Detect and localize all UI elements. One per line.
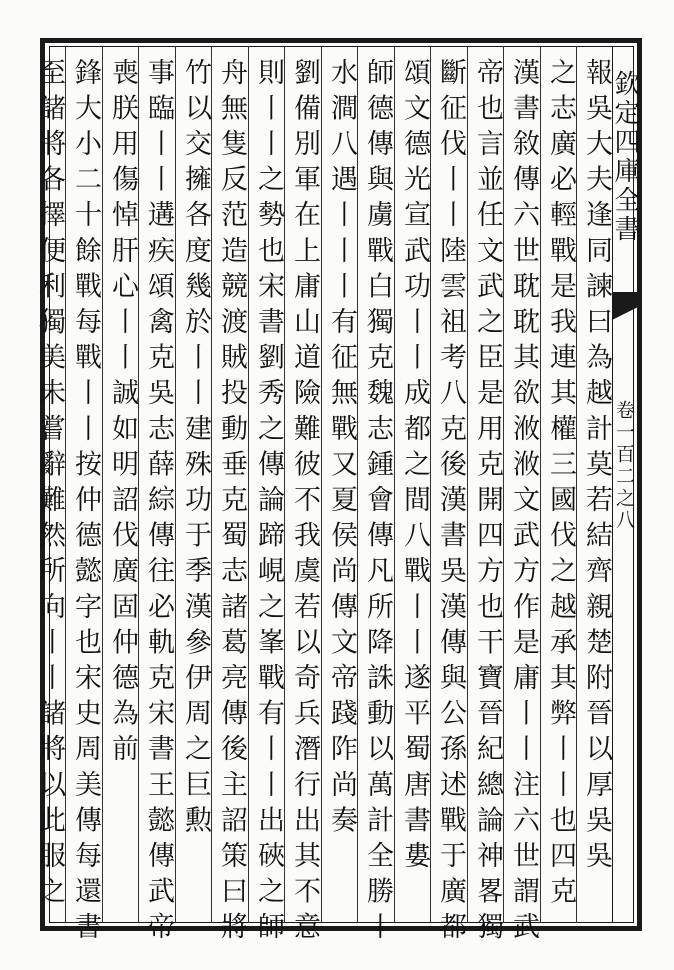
text-column: 劉備別軍在上庸山道險難彼不我虞若以奇兵潛行出其不意	[289, 58, 320, 948]
text-column: 喪朕用傷悼肝心丨丨誠如明詔伐廣固仲德為前	[107, 58, 138, 770]
text-column: 舟無隻反范造競渡賊投動垂克蜀志諸葛亮傳後主詔策曰將	[216, 58, 247, 948]
text-column: 斷征伐丨丨陸雲祖考八克後漢書吳漢傳與公孫述戰于廣都	[435, 58, 466, 948]
text-column: 師德傳與虜戰白獨克魏志鍾會傳凡所降誅動以萬計全勝丨	[362, 58, 393, 948]
text-column: 竹以交擁各度幾於丨丨建殊功于季漢參伊周之巨勲	[180, 58, 211, 842]
text-column: 帝也言並任文武之臣是用克開四方也干寶晉紀總論神畧獨	[472, 58, 503, 948]
text-column: 之志廣必輕戰是我連其權三國伐之越承其弊丨丨也四克	[545, 58, 576, 913]
text-column: 水澗八遇丨丨丨有征無戰又夏侯尚傳文帝踐阼尚奏	[326, 58, 357, 842]
book-title: 欽定四庫全書	[610, 70, 640, 244]
fish-tail-icon	[612, 292, 640, 320]
text-column: 則丨丨之勢也宋書劉秀之傳論蹄峴之峯戰有丨丨出硤之師	[253, 58, 284, 948]
text-column: 鋒大小二十餘戰每戰丨丨按仲德懿字也宋史周美傳每還書	[70, 58, 101, 948]
text-column: 至諸將各擇便利獨美未嘗辭難然所向丨丨諸將以此服之	[34, 58, 65, 913]
text-column: 事臨丨丨遘疾頌禽克吳志薛綜傳往必軌克宋書王懿傳武帝	[143, 58, 174, 948]
text-column: 漢書敘傳六世耽耽其欲浟浟文武方作是庸丨丨注六世謂武	[508, 58, 539, 948]
text-column: 報吳大夫逢同諫曰為越計莫若結齊親楚附晉以厚吳吳	[581, 58, 612, 877]
volume-label: 卷一百二之八	[613, 400, 635, 532]
text-column: 頌文德光宣武功丨丨成都之間八戰丨丨遂平蜀唐書婁	[399, 58, 430, 877]
